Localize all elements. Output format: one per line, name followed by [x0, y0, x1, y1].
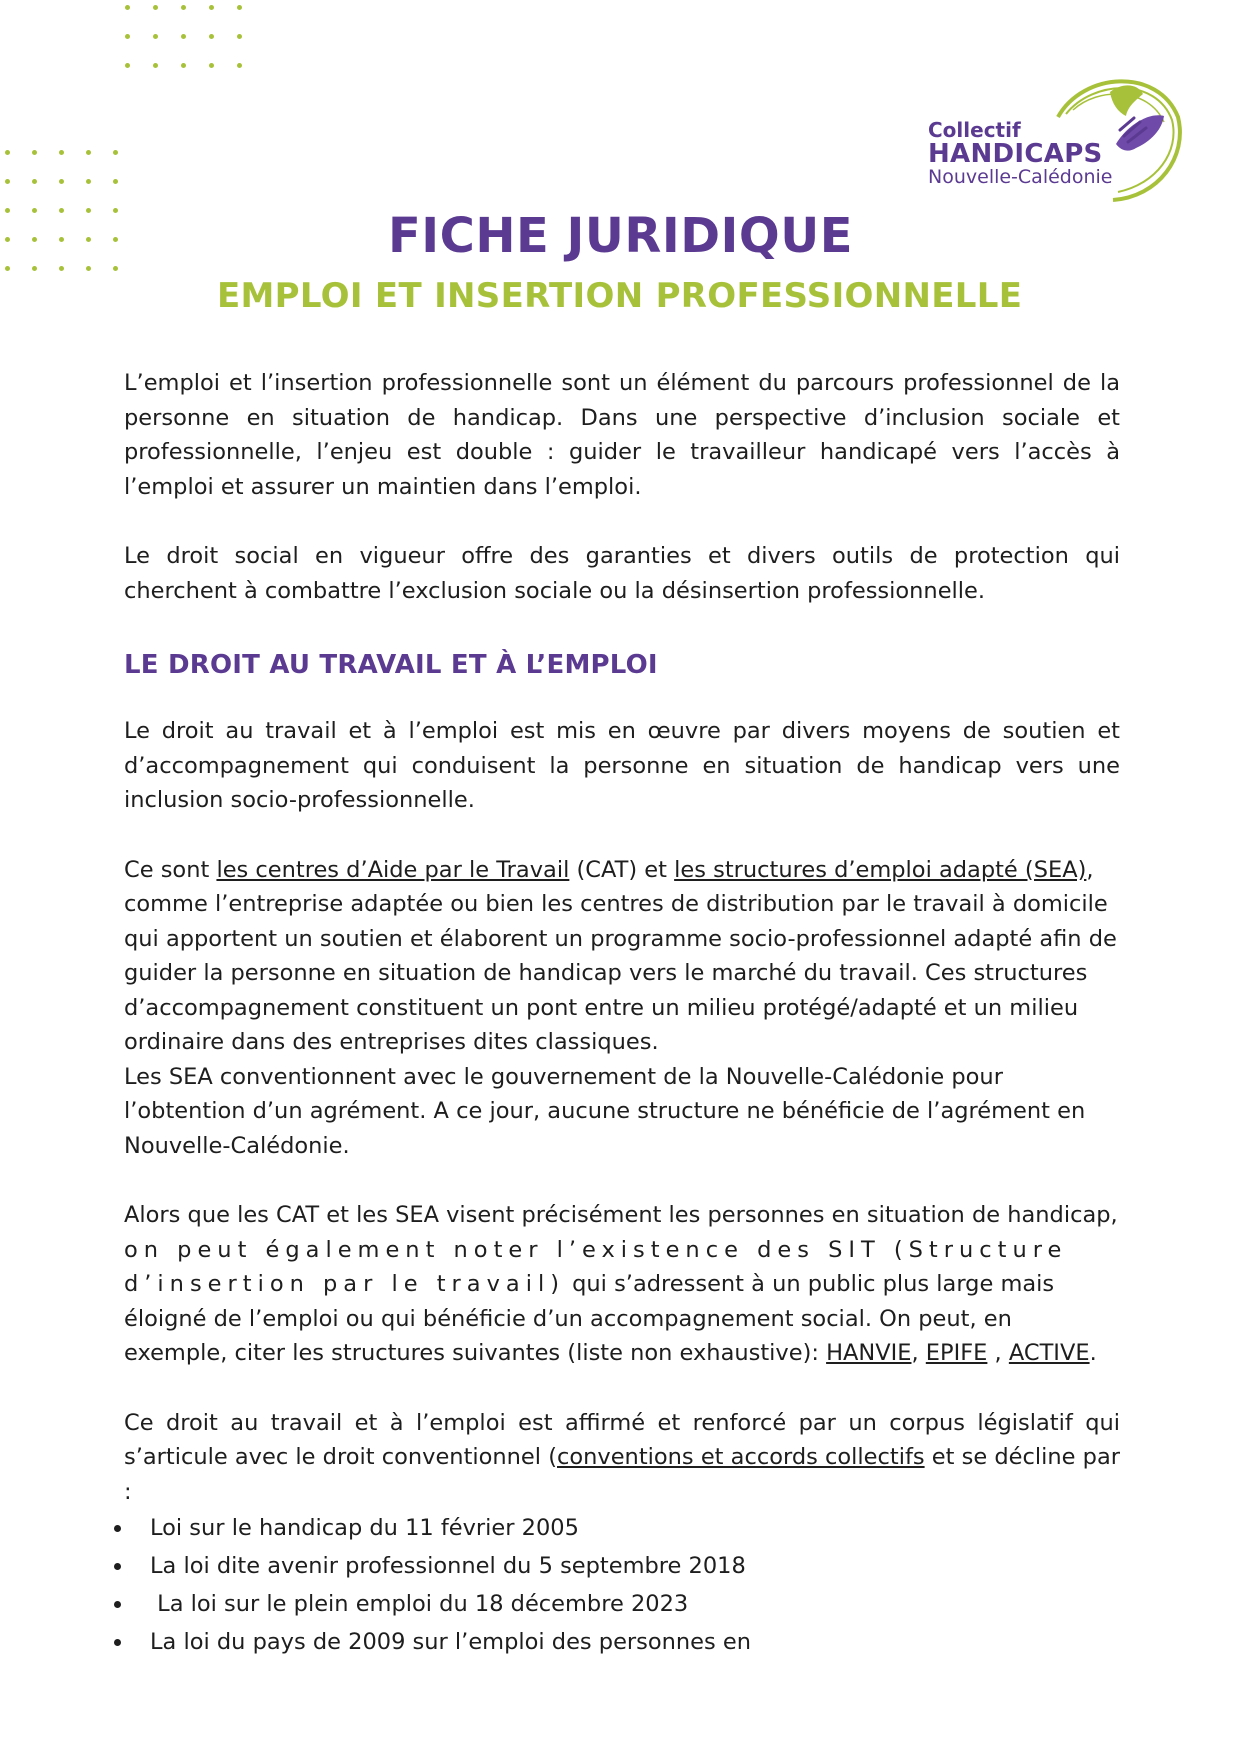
logo-line-handicaps: HANDICAPS [928, 139, 1103, 169]
intro-paragraph-2: Le droit social en vigueur offre des garanties et divers outils de protection qui cherchent à combattre l’exclusion sociale ou la désinsertion professionnelle. [124, 543, 1120, 604]
link-active[interactable]: ACTIVE [1008, 1340, 1090, 1366]
dot [153, 5, 158, 10]
dot [125, 34, 130, 39]
list-item: La loi sur le plein emploi du 18 décembre 2023 [124, 1585, 1120, 1623]
dot [86, 150, 91, 155]
dot [59, 150, 64, 155]
document-body [124, 366, 1120, 1661]
dot [209, 63, 214, 68]
dot [237, 34, 242, 39]
dot [32, 266, 37, 271]
list-item: La loi dite avenir professionnel du 5 septembre 2018 [124, 1547, 1120, 1585]
section-paragraph-5: Ce droit au travail et à l’emploi est affirmé et renforcé par un corpus législatif qui s’articule avec le droit conventionnel (conventions et accords collectifs et se décline par : [124, 1409, 1120, 1505]
logo-line-region: Nouvelle-Calédonie [928, 166, 1113, 189]
link-hanvie[interactable]: HANVIE [826, 1340, 912, 1366]
dot [86, 266, 91, 271]
link-cat[interactable]: les centres d’Aide par le Travail [216, 856, 570, 883]
dot [209, 5, 214, 10]
logo-line-collectif: Collectif [928, 118, 1021, 142]
dot [32, 150, 37, 155]
dot [237, 5, 242, 10]
list-item: La loi du pays de 2009 sur l’emploi des personnes en [124, 1623, 1120, 1661]
section-paragraph-3: Les SEA conventionnent avec le gouvernement de la Nouvelle-Calédonie pour l’obtention d’un agrément. A ce jour, aucune structure ne bénéficie de l’agrément en Nouvelle-Calédonie. [124, 1063, 1086, 1159]
dot [125, 5, 130, 10]
dot [5, 179, 10, 184]
law-list [124, 1509, 1120, 1661]
section-paragraph-4: Alors que les CAT et les SEA visent précisément les personnes en situation de handicap, on peut également noter l’existence des SIT (Structure d’insertion par le travail) qui s’adressent à un public plus large mais éloigné de l’emploi ou qui bénéficie d’un accompagnement social. On peut, en exemple, citer les structures suivantes (liste non exhaustive): HANVIE, EPIFE , ACTIVE. [124, 1202, 1118, 1366]
dot [181, 34, 186, 39]
dot [32, 179, 37, 184]
page-title: FICHE JURIDIQUE [388, 208, 853, 264]
dot [153, 34, 158, 39]
dot [153, 63, 158, 68]
dot [5, 150, 10, 155]
section-paragraph-2: Ce sont les centres d’Aide par le Travail (CAT) et les structures d’emploi adapté (SEA), comme l’entreprise adaptée ou bien les centres de distribution par le travail à domicile qui apportent un soutien et élaborent un programme socio-professionnel adapté afin de guider la personne en situation de handicap vers le marché du travail. Ces structures d’accompagnement constituent un pont entre un milieu protégé/adapté et un milieu ordinaire dans des entreprises dites classiques. [124, 856, 1117, 1055]
dot [125, 63, 130, 68]
dot [181, 5, 186, 10]
dot [113, 179, 118, 184]
dot [5, 266, 10, 271]
dot [59, 179, 64, 184]
link-sea[interactable]: les structures d’emploi adapté (SEA) [674, 856, 1087, 883]
sit-mention: on peut également noter l’existence des SIT (Structure d’insertion par le travail) [124, 1236, 1068, 1297]
dot [113, 266, 118, 271]
dot [86, 179, 91, 184]
link-conventions[interactable]: conventions et accords collectifs [557, 1444, 925, 1470]
dot [181, 63, 186, 68]
dot [113, 150, 118, 155]
section-heading: LE DROIT AU TRAVAIL ET À L’EMPLOI [124, 650, 658, 680]
intro-paragraph-1: L’emploi et l’insertion professionnelle sont un élément du parcours professionnel de la personne en situation de handicap. Dans une perspective d’inclusion sociale et professionnelle, l’enjeu est double : guider le travailleur handicapé vers l’accès à l’emploi et assurer un maintien dans l’emploi. [124, 370, 1120, 500]
dot [237, 63, 242, 68]
dot [59, 266, 64, 271]
list-item: Loi sur le handicap du 11 février 2005 [124, 1509, 1120, 1547]
page-subtitle: EMPLOI ET INSERTION PROFESSIONNELLE [217, 276, 1023, 316]
section-paragraph-1: Le droit au travail et à l’emploi est mis en œuvre par divers moyens de soutien et d’accompagnement qui conduisent la personne en situation de handicap vers une inclusion socio-professionnelle. [124, 718, 1120, 813]
link-epife[interactable]: EPIFE [925, 1340, 988, 1366]
dot [209, 34, 214, 39]
